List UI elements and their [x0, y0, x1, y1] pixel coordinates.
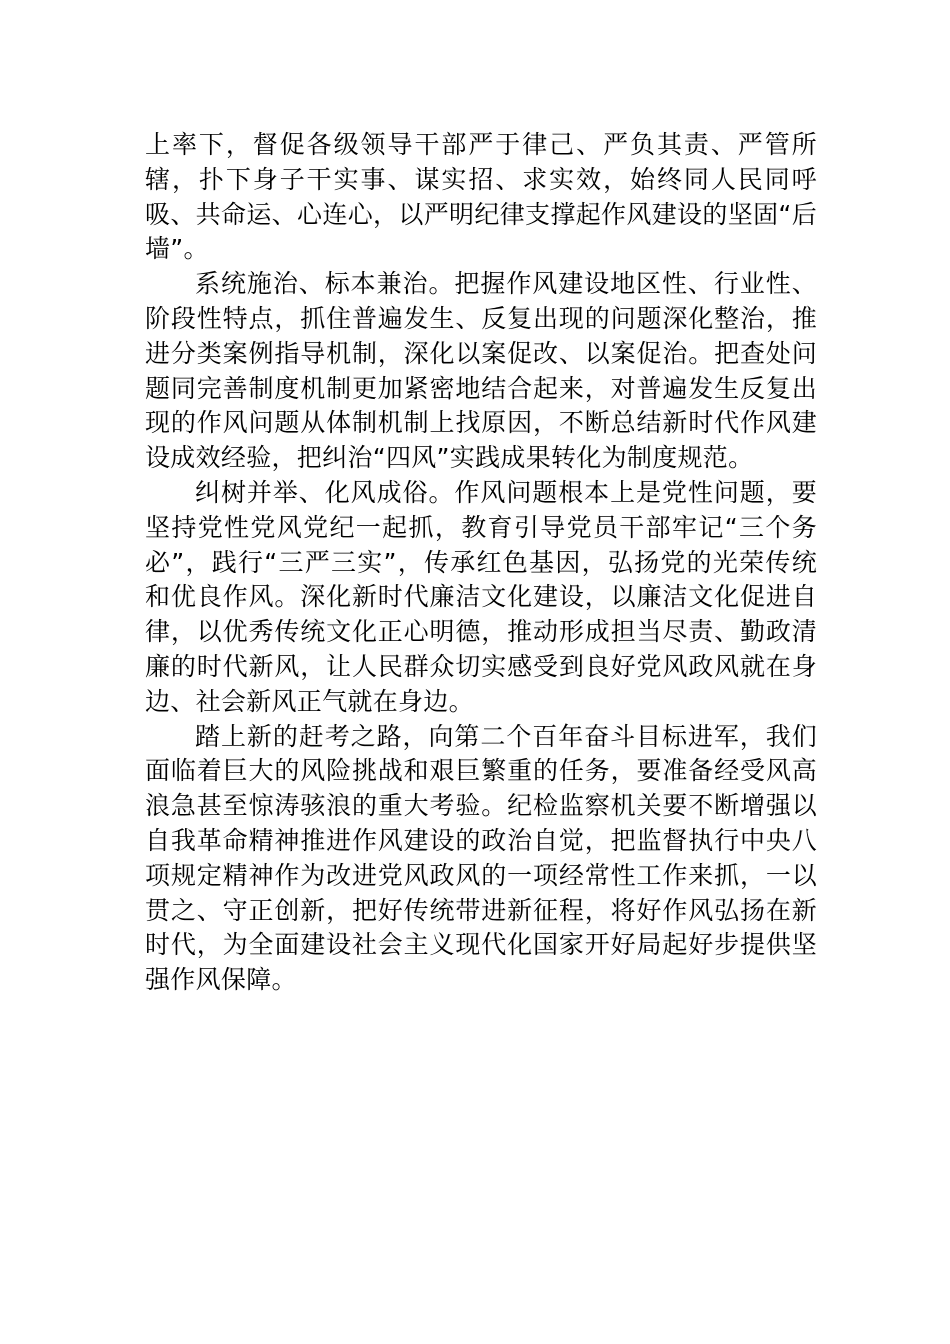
paragraph-3: 纠树并举、化风成俗。作风问题根本上是党性问题，要坚持党性党风党纪一起抓，教育引导党员干部牢记“三个务必”，践行“三严三实”，传承红色基因，弘扬党的光荣传统和优良作风。深化新时代廉洁文化建设，以廉洁文化促进自律，以优秀传统文化正心明德，推动形成担当尽责、勤政清廉的时代新风，让人民群众切实感受到良好党风政风就在身边、社会新风正气就在身边。	[145, 477, 817, 716]
paragraph-4: 踏上新的赶考之路，向第二个百年奋斗目标进军，我们面临着巨大的风险挑战和艰巨繁重的任务，要准备经受风高浪急甚至惊涛骇浪的重大考验。纪检监察机关要不断增强以自我革命精神推进作风建设的政治自觉，把监督执行中央八项规定精神作为改进党风政风的一项经常性工作来抓，一以贯之、守正创新，把好传统带进新征程，将好作风弘扬在新时代，为全面建设社会主义现代化国家开好局起好步提供坚强作风保障。	[145, 721, 817, 995]
paragraph-1: 上率下，督促各级领导干部严于律己、严负其责、严管所辖，扑下身子干实事、谋实招、求实效，始终同人民同呼吸、共命运、心连心，以严明纪律支撑起作风建设的坚固“后墙”。	[145, 130, 817, 264]
document-body	[145, 128, 817, 998]
paragraph-2: 系统施治、标本兼治。把握作风建设地区性、行业性、阶段性特点，抓住普遍发生、反复出现的问题深化整治，推进分类案例指导机制，深化以案促改、以案促治。把查处问题同完善制度机制更加紧密地结合起来，对普遍发生反复出现的作风问题从体制机制上找原因，不断总结新时代作风建设成效经验，把纠治“四风”实践成果转化为制度规范。	[145, 269, 817, 473]
